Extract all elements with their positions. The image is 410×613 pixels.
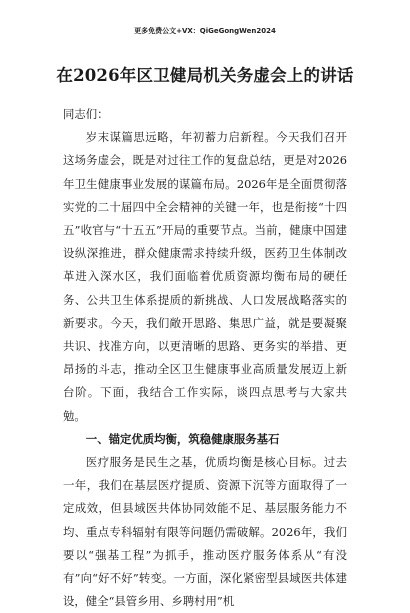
paragraph-intro: 岁末谋篇思远略，年初蓄力启新程。今天我们召开这场务虚会，既是对过往工作的复盘总结，更是对2026年卫生健康事业发展的谋篇布局。2026年是全面贯彻落实党的二十届四中全会精神的关键一年，也是衔接“十四五”收官与“十五五”开局的重要节点。当前，健康中国建设纵深推进，群众健康需求持续升级，医药卫生体制改革进入深水区，我们面临着优质资源均衡布局的硬任务、公共卫生体系提质的新挑战、人口发展战略落实的新要求。今天，我们敞开思路、集思广益，就是要凝聚共识、找准方向，以更清晰的思路、更务实的举措、更昂扬的斗志，推动全区卫生健康事业高质量发展迈上新台阶。下面，我结合工作实际，谈四点思考与大家共勉。 bbox=[63, 130, 347, 423]
section-heading-1: 一、锚定优质均衡，筑稳健康服务基石 bbox=[85, 431, 280, 446]
salutation: 同志们： bbox=[63, 107, 109, 121]
document-title: 在2026年区卫健局机关务虚会上的讲话 bbox=[56, 66, 354, 85]
source-line: 更多免费公文+VX：QiGeGongWen2024 bbox=[134, 27, 276, 35]
document-body bbox=[63, 103, 347, 613]
paragraph-medical-services: 医疗服务是民生之基，优质均衡是核心目标。过去一年，我们在基层医疗提质、资源下沉等方面取得了一定成效，但县域医共体协同效能不足、基层服务能力不均、重点专科辐射有限等问题仍需破解。2026年，我们要以“强基工程”为抓手，推动医疗服务体系从“有没有”向“好不好”转变。一方面，深化紧密型县域医共体建设，健全“县管乡用、乡聘村用”机 bbox=[63, 455, 347, 609]
